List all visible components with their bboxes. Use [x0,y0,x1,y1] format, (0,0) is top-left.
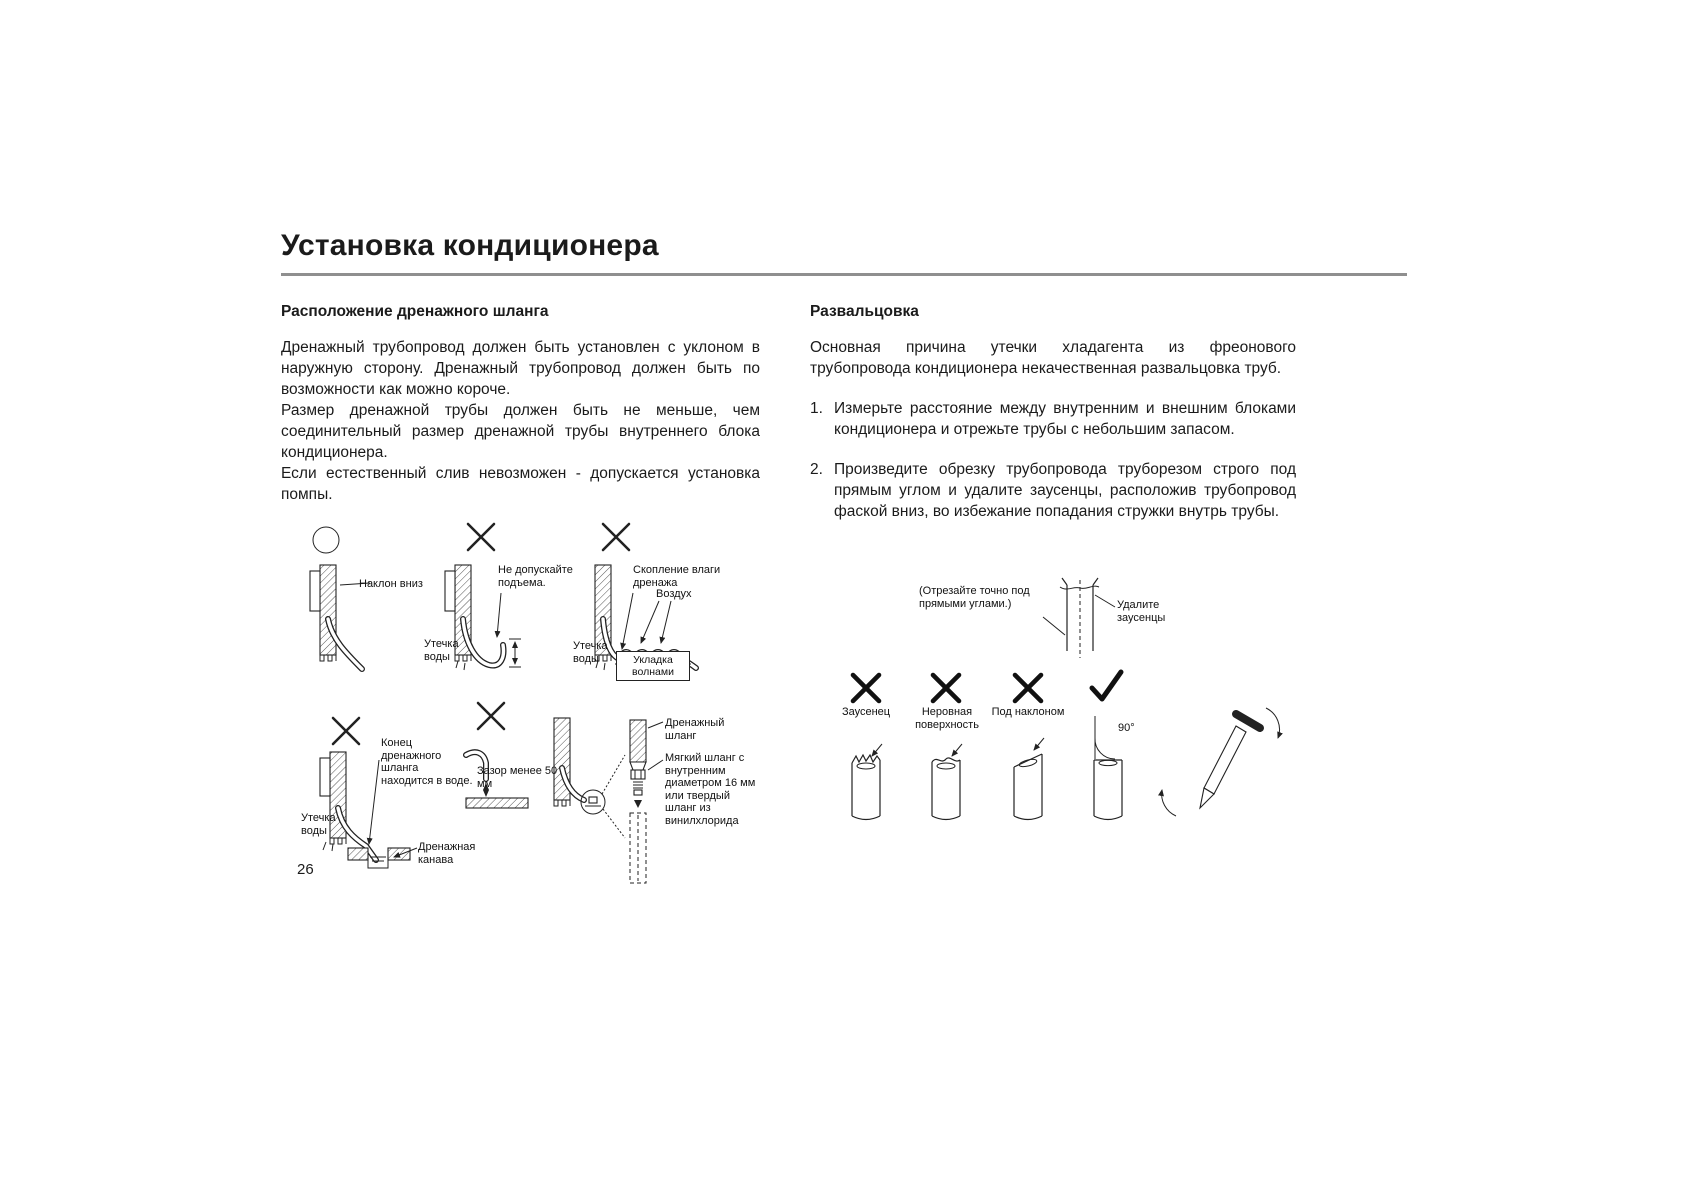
label-angle-90: 90° [1118,722,1135,734]
label-moisture: Скопление влаги дренажа [633,564,721,589]
label-burr: Заусенец [841,706,891,718]
right-paragraph-1: Основная причина утечки хладагента из фреонового трубопровода кондиционера некачественная развальцовка труб. [810,339,1296,377]
label-remove-burrs: Удалите заусенцы [1117,599,1166,624]
ground [466,798,528,808]
ok-circle-icon [313,527,339,553]
page-number: 26 [297,861,314,878]
connector-nut [631,770,645,779]
indoor-unit [445,571,455,611]
label-slanted: Под наклоном [991,706,1065,718]
label-water-leak-b: Утечка воды [424,638,459,663]
title-rule [281,273,1407,276]
label-gap-50mm: Зазор менее 50 мм [477,765,558,790]
label-uneven: Неровная поверхность [915,706,979,731]
label-slope-down: Наклон вниз [359,578,423,590]
pipe-end-slanted [1014,738,1044,820]
label-no-rise: Не допускайте подъема. [498,564,573,589]
label-wave-laying: Укладка волнами [616,651,690,681]
numbered-item-1 [810,398,1296,440]
left-paragraph-3: Если естественный слив невозможен - допускается установка помпы. [281,465,760,503]
label-water-leak-c: Утечка воды [573,640,608,665]
left-paragraph-1: Дренажный трубопровод должен быть установлен с уклоном в наружную сторону. Дренажный трубопровод должен быть по возможности как можно короче. [281,339,760,398]
deburring-tool [1162,708,1280,816]
pipe-end-burr [852,744,882,820]
wall [320,565,336,655]
label-drain-hose: Дренажный шланг [665,717,725,742]
cut-quality-drawing [830,666,1300,866]
ground [348,848,368,860]
label-end-in-water: Конец дренажного шланга находится в воде. [381,737,473,787]
item-1-number: 1. [810,400,823,417]
item-2-number: 2. [810,461,823,478]
item-1-text: Измерьте расстояние между внутренним и внешним блоками кондиционера и отрежьте трубы с небольшим запасом. [834,400,1296,438]
rotate-arrow-icon [1162,790,1176,816]
pipe-end-uneven [932,744,962,820]
numbered-item-2 [810,459,1296,522]
indoor-unit [310,571,320,611]
cut-quality-diagram [830,666,1300,866]
label-air: Воздух [656,588,692,600]
diagram-no-rise [441,515,616,710]
cut-diagram [905,575,1215,670]
label-water-leak-d: Утечка воды [301,812,336,837]
page-title: Установка кондиционера [281,229,659,262]
drain-hose-diagrams [281,515,781,915]
diagram-correct-slope [296,515,446,710]
indoor-unit [320,758,330,796]
label-drain-ditch: Дренажная канава [418,841,476,866]
label-soft-hose: Мягкий шланг с внутренним диаметром 16 мм или твердый шланг из винилхлорида [665,752,756,827]
label-cut-square: (Отрезайте точно под прямыми углами.) [919,585,1030,610]
down-arrow-icon [634,800,642,808]
right-heading: Развальцовка [810,303,919,320]
diagram-wave-laying [591,515,776,720]
left-column [281,303,760,505]
pipe-end-correct [1094,760,1122,820]
right-column [810,303,1296,522]
item-2-text: Произведите обрезку трубопровода труборезом строго под прямым углом и удалите заусенцы, расположив трубопровод фаской вниз, во избежание попадания стружки внутрь трубы. [834,461,1296,520]
left-heading: Расположение дренажного шланга [281,303,549,320]
rotate-arrow-icon [1266,708,1280,738]
check-mark-icon [1092,672,1121,699]
drain-hose [630,720,646,762]
left-paragraph-2: Размер дренажной трубы должен быть не меньше, чем соединительный размер дренажной трубы внутреннего блока кондиционера. [281,402,760,461]
